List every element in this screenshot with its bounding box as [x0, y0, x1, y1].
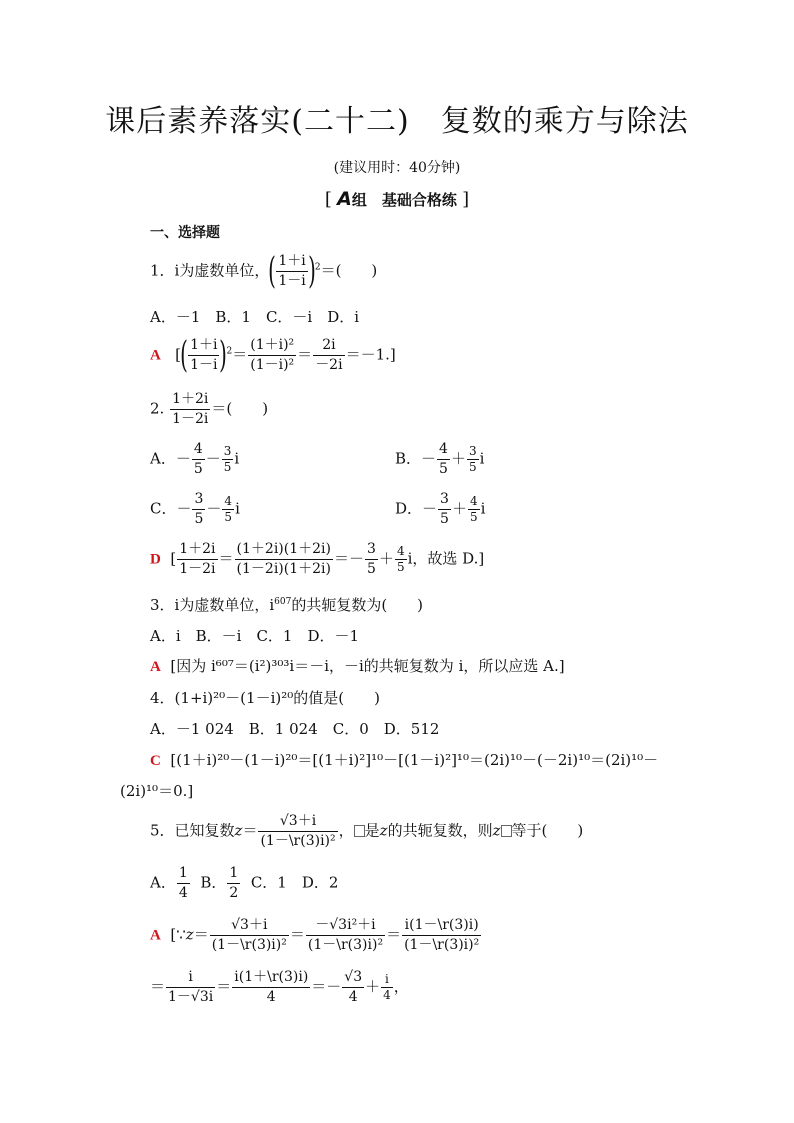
question-4-stem: 4．(1+i)²⁰－(1－i)²⁰的值是( ) [150, 689, 380, 707]
question-2-option-b: B．－ $\frac{4}{5}$ ＋ $\frac{3}{5}$ i [395, 441, 485, 477]
conjugate-symbol-2 [501, 825, 512, 837]
question-5-solution: A [∵z＝ $\frac{√3+i}{\text{(1－\textbackslash{}r(3)i)²}}$ ＝ $\frac{\text{－√3i²＋i}}{\text{(1－\textbackslash{}r(3)i)²}}$ ＝ $\frac{i(1-\backslash r(3)i)}{\text{(1－\textbackslash{}r(3)i)²}}$ [150, 917, 480, 953]
question-4-options: A．－1 024 B．1 024 C．0 D．512 [150, 720, 440, 738]
question-4-solution-cont: (2i)¹⁰＝0.] [120, 782, 194, 800]
question-5-solution-cont: ＝ $\frac{i}{1-√3i}$ ＝ $\frac{i(1+\backslash r(3)i)}{4}$ ＝－ $\frac{√3}{4}$ ＋ $\frac{i}{4}$ ， [150, 969, 409, 1005]
question-2-option-a: A．－ $\frac{4}{5}$ － $\frac{3}{5}$ i [150, 441, 240, 477]
question-2-option-d: D．－ $\frac{3}{5}$ ＋ $\frac{4}{5}$ i [395, 491, 486, 527]
question-2-solution: D [ $\frac{1+2i}{1-2i}$ ＝ $\frac{(1+2i)(1+2i)}{(1-2i)(1+2i)}$ ＝－ $\frac{3}{5}$ ＋ $\frac{4}{5}$ i，故选 D.] [150, 541, 485, 577]
page-title: 课后素养落实(二十二) 复数的乘方与除法 [105, 104, 689, 139]
question-2-option-c: C．－ $\frac{3}{5}$ － $\frac{4}{5}$ i [150, 491, 240, 527]
question-4-solution: C [(1＋i)²⁰－(1－i)²⁰＝[(1＋i)²]¹⁰－[(1－i)²]¹⁰＝(2i)¹⁰－(－2i)¹⁰＝(2i)¹⁰－ [150, 751, 659, 769]
time-hint: (建议用时：40分钟) [333, 160, 461, 176]
question-5-stem: 5．已知复数z＝ $\frac{√3+i}{\text{(1－\textbackslash{}r(3)i)²}}$ ， 是z的共轭复数，则z 等于( ) [150, 813, 584, 849]
question-3-solution: A [因为 i⁶⁰⁷＝(i²)³⁰³i＝－i，－i的共轭复数为 i，所以应选 A.] [150, 657, 565, 675]
question-1-stem: 1．i为虚数单位，( $\frac{1+i}{1-i}$ )$^2$＝( ) [150, 250, 378, 292]
question-1-options: A．－1 B．1 C．－i D．i [150, 308, 360, 326]
question-3-stem: 3．i为虚数单位，$i^{607}$的共轭复数为( ) [150, 596, 424, 614]
group-heading: [ A组 基础合格练 ] [324, 188, 470, 210]
conjugate-symbol [354, 825, 365, 837]
section-heading: 一、选择题 [150, 225, 220, 241]
question-5-options: A． $\frac{1}{4}$ B． $\frac{1}{2}$ C．1 D．2 [150, 865, 339, 901]
question-1-solution: A [( $\frac{1+i}{1-i}$ )$^2$＝ $\frac{\text{(1＋i)²}}{\text{(1－i)²}}$ ＝ $\frac{2i}{-2i}$ ＝－1.] [150, 334, 396, 376]
question-2-stem: 2. $\frac{1+2i}{1-2i}$ ＝( ) [150, 391, 269, 427]
question-3-options: A．i B．－i C．1 D．－1 [150, 627, 360, 645]
